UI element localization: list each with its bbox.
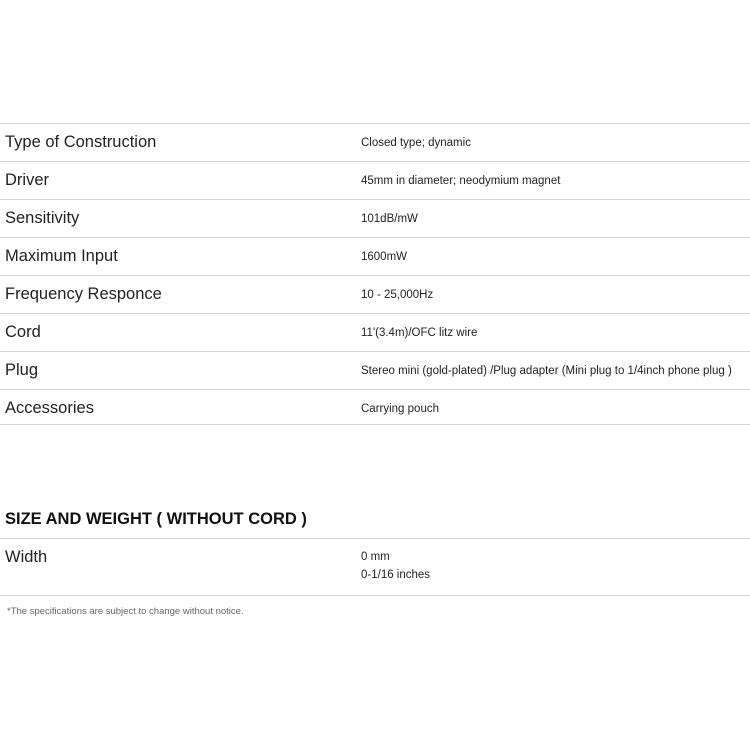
size-and-weight-heading: SIZE AND WEIGHT ( WITHOUT CORD ) (5, 510, 307, 528)
spec-value: Stereo mini (gold-plated) /Plug adapter (Mini plug to 1/4inch phone plug ) (361, 365, 732, 377)
size-value-imperial: 0-1/16 inches (361, 569, 431, 581)
size-label: Width (5, 548, 48, 566)
spec-label: Maximum Input (5, 247, 118, 265)
spec-value: 101dB/mW (361, 213, 418, 225)
spec-row-type-of-construction (0, 124, 750, 162)
spec-value: 45mm in diameter; neodymium magnet (361, 175, 561, 187)
spec-label: Type of Construction (5, 133, 157, 151)
spec-row-accessories (0, 390, 750, 425)
spec-label: Plug (5, 361, 39, 379)
spec-row-driver (0, 162, 750, 200)
spec-label: Frequency Responce (5, 285, 162, 303)
specifications-table (0, 123, 750, 425)
spec-row-plug (0, 352, 750, 390)
spec-value: Carrying pouch (361, 403, 439, 415)
size-value-metric: 0 mm (361, 551, 390, 563)
specifications-disclaimer: *The specifications are subject to change without notice. (7, 606, 244, 617)
spec-value: 1600mW (361, 251, 408, 263)
spec-label: Sensitivity (5, 209, 80, 227)
spec-label: Cord (5, 323, 41, 341)
size-weight-table (0, 538, 750, 596)
spec-row-sensitivity (0, 200, 750, 238)
spec-row-frequency-response (0, 276, 750, 314)
spec-label: Driver (5, 171, 49, 189)
spec-label: Accessories (5, 399, 94, 417)
spec-row-maximum-input (0, 238, 750, 276)
spec-value: 11'(3.4m)/OFC litz wire (361, 327, 478, 339)
spec-row-cord (0, 314, 750, 352)
size-row-width (0, 539, 750, 596)
spec-value: 10 - 25,000Hz (361, 289, 434, 301)
spec-value: Closed type; dynamic (361, 137, 471, 149)
